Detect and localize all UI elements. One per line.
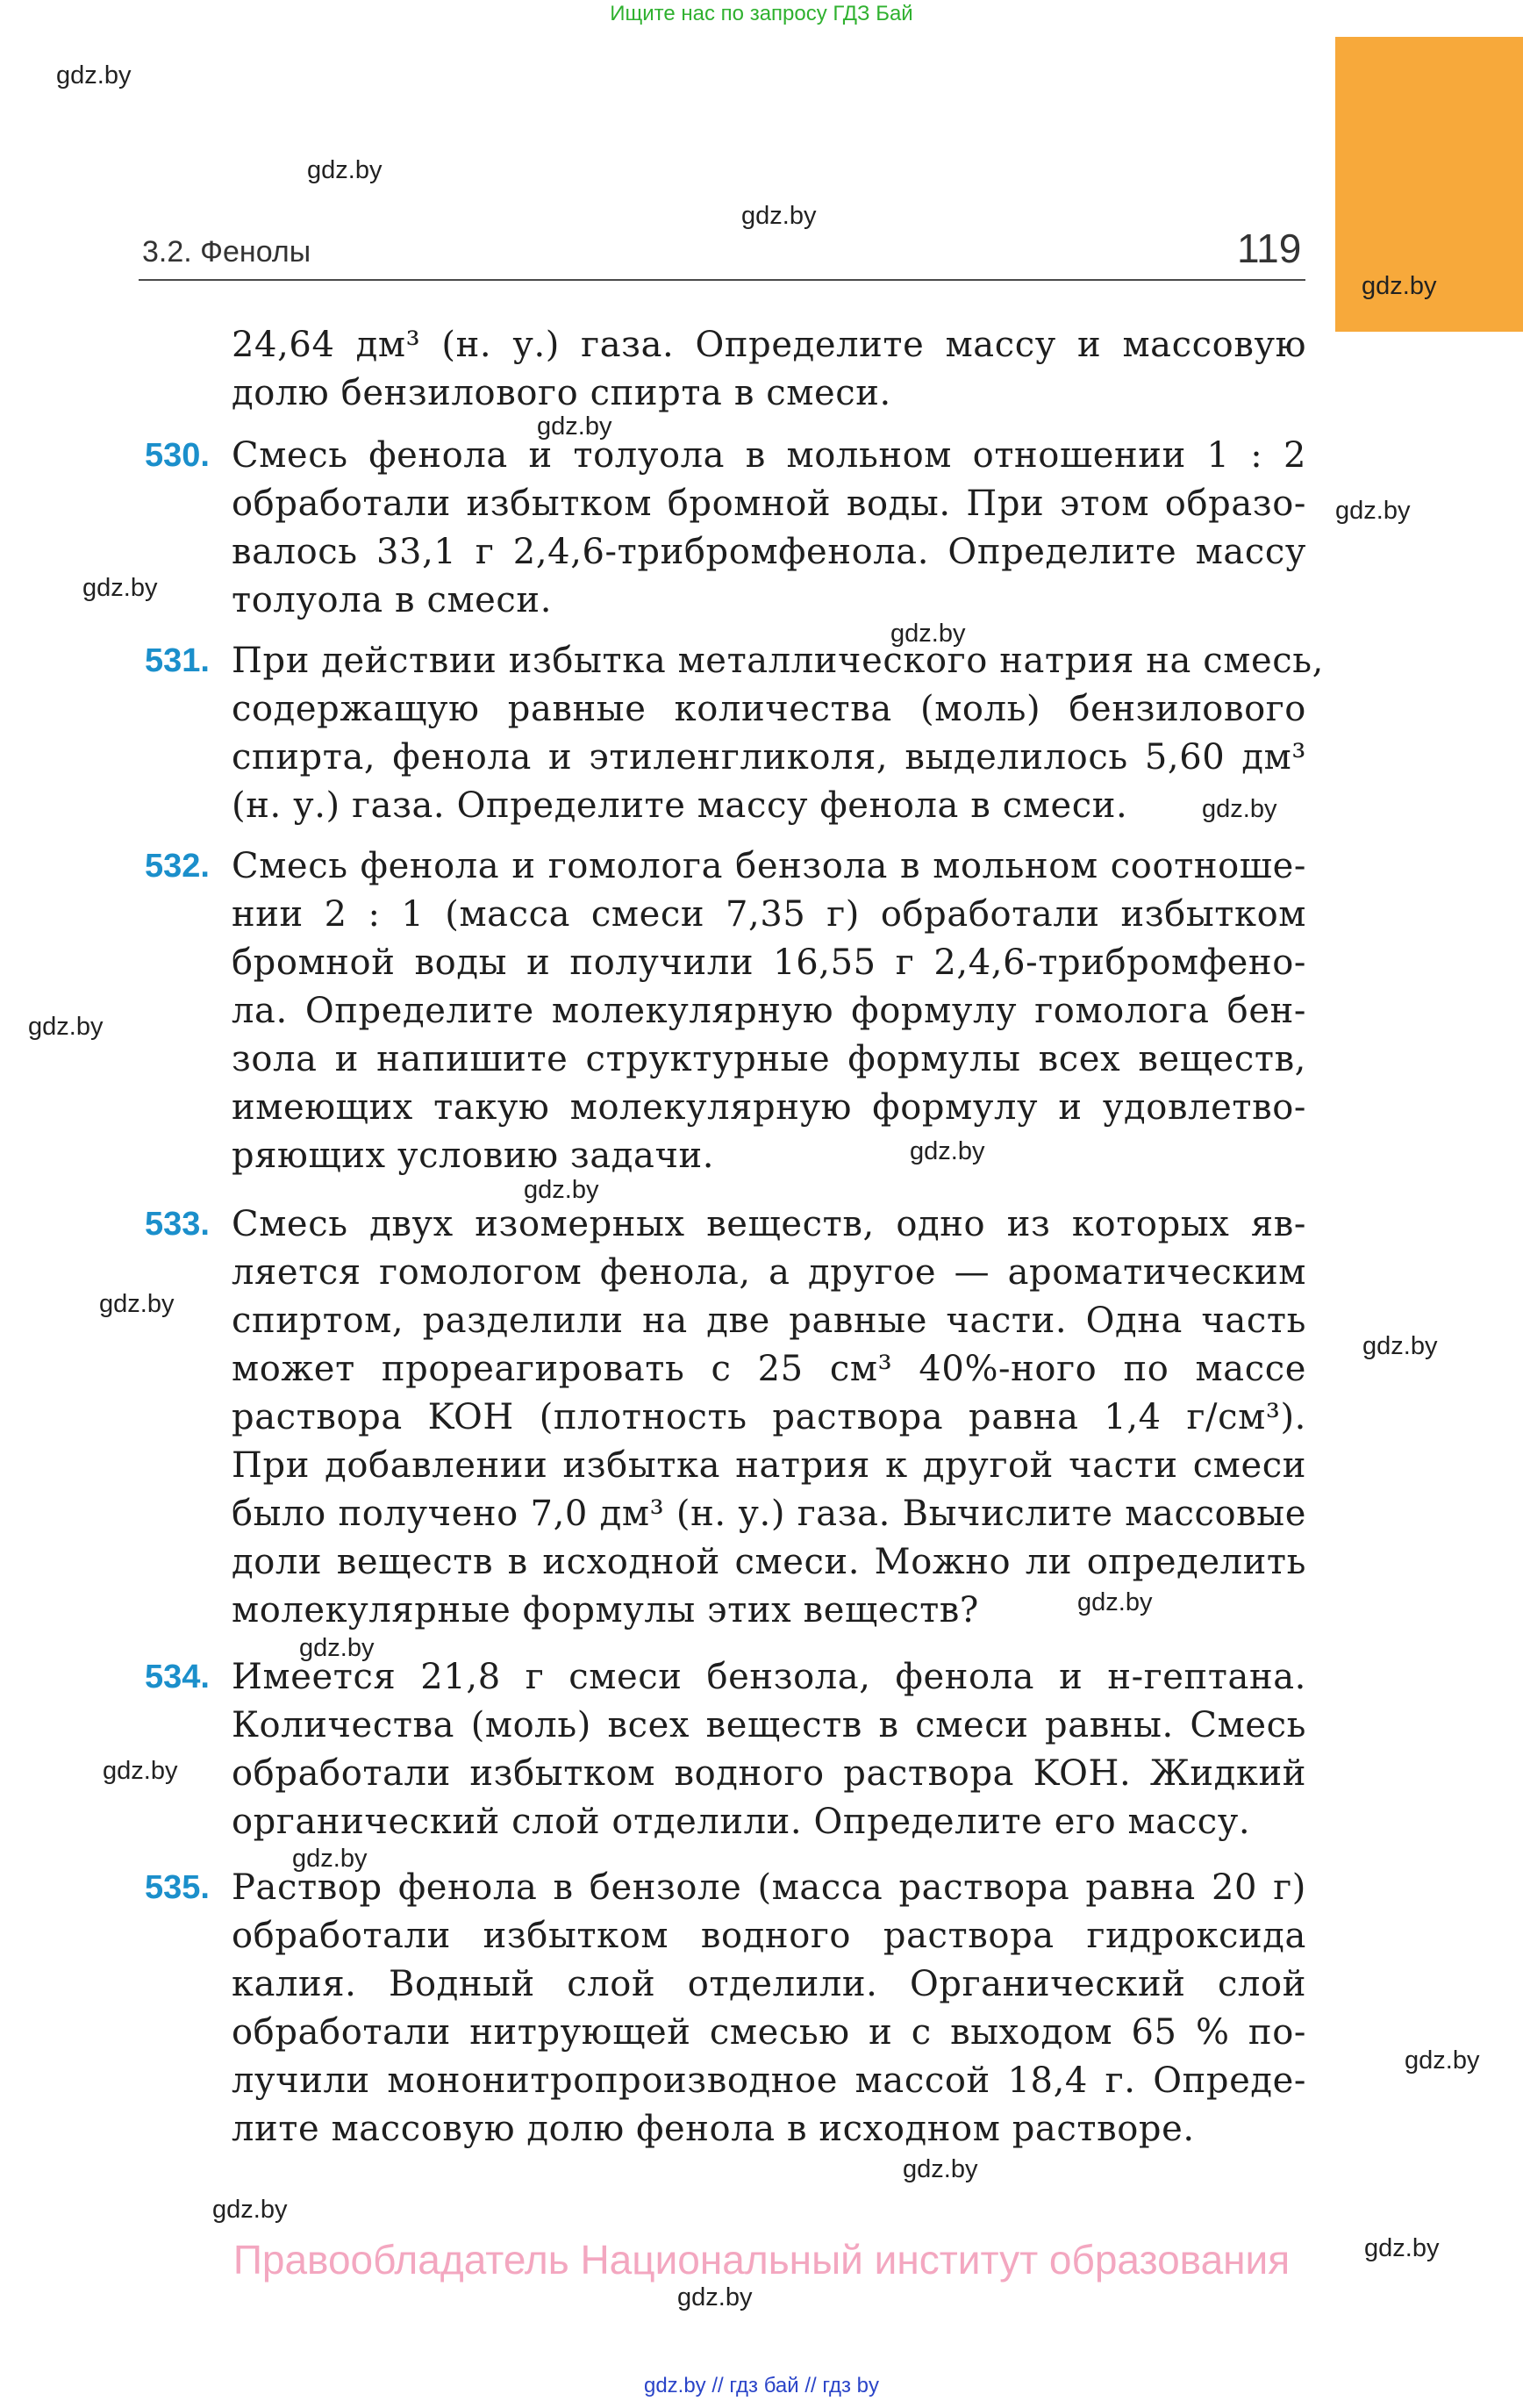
problem-number: 531. — [145, 642, 210, 679]
text-line: обработали избытком бромной воды. При этом образо- — [232, 484, 1306, 524]
text-line: При добавлении избытка натрия к другой части смеси — [232, 1445, 1306, 1486]
text-line: может прореагировать с 25 см³ 40%-ного по массе — [232, 1349, 1306, 1389]
watermark: gdz.by — [299, 1634, 375, 1662]
text-line: При действии избытка металлического натрия на смесь, — [232, 641, 1324, 681]
text-line: Раствор фенола в бензоле (масса раствора равна 20 г) — [232, 1867, 1306, 1908]
watermark: gdz.by — [1364, 2234, 1440, 2262]
text-line: содержащую равные количества (моль) бензилового — [232, 689, 1306, 729]
text-line: ряющих условию задачи. — [232, 1136, 715, 1176]
text-line: лите массовую долю фенола в исходном растворе. — [232, 2109, 1195, 2149]
problem-number: 533. — [145, 1206, 210, 1243]
problem-text — [232, 1864, 1306, 2154]
top-banner: Ищите нас по запросу ГДЗ Бай — [610, 2, 913, 25]
text-line: Смесь фенола и гомолога бензола в мольном соотноше- — [232, 846, 1306, 886]
problem-number: 532. — [145, 848, 210, 885]
text-line: было получено 7,0 дм³ (н. у.) газа. Вычислите массовые — [232, 1494, 1306, 1534]
watermark: gdz.by — [1405, 2046, 1480, 2075]
problem-number: 530. — [145, 437, 210, 474]
watermark: gdz.by — [677, 2283, 753, 2311]
text-line: обработали избытком водного раствора KOH. Жидкий — [232, 1753, 1306, 1794]
text-line: валось 33,1 г 2,4,6-трибромфенола. Определите массу — [232, 532, 1306, 572]
text-line: обработали избытком водного раствора гидроксида — [232, 1916, 1306, 1956]
text-line: зола и напишите структурные формулы всех веществ, — [232, 1039, 1306, 1079]
watermark: gdz.by — [903, 2155, 978, 2183]
problem-text — [232, 1653, 1306, 1846]
watermark: gdz.by — [99, 1290, 175, 1318]
text-line: спирта, фенола и этиленгликоля, выделилось 5,60 дм³ — [232, 737, 1306, 778]
watermark: gdz.by — [28, 1013, 104, 1041]
watermark: gdz.by — [292, 1845, 368, 1873]
problem-text — [232, 1200, 1306, 1635]
text-line: долю бензилового спирта в смеси. — [232, 373, 891, 413]
watermark: gdz.by — [56, 61, 132, 90]
problem-number: 535. — [145, 1869, 210, 1906]
problem-text — [232, 637, 1324, 830]
text-line: толуола в смеси. — [232, 580, 553, 620]
text-line: Имеется 21,8 г смеси бензола, фенола и н-гептана. — [232, 1657, 1306, 1697]
watermark: gdz.by — [910, 1137, 985, 1165]
header-divider — [139, 279, 1305, 281]
problem-text — [232, 432, 1306, 625]
watermark: gdz.by — [307, 156, 383, 184]
text-line: органический слой отделили. Определите его массу. — [232, 1802, 1251, 1842]
text-line: спиртом, разделили на две равные части. Одна часть — [232, 1301, 1306, 1341]
text-line: нии 2 : 1 (масса смеси 7,35 г) обработали избытком — [232, 894, 1306, 935]
text-line: имеющих такую молекулярную формулу и удовлетво- — [232, 1087, 1306, 1128]
text-line: 24,64 дм³ (н. у.) газа. Определите массу и массовую — [232, 325, 1306, 365]
watermark: gdz.by — [890, 620, 966, 648]
problem-text — [232, 842, 1306, 1180]
watermark: gdz.by — [1077, 1588, 1153, 1616]
watermark: gdz.by — [103, 1757, 178, 1785]
text-line: ляется гомологом фенола, а другое — ароматическим — [232, 1252, 1306, 1293]
watermark: gdz.by — [524, 1176, 599, 1204]
page-number: 119 — [1237, 226, 1302, 271]
watermark: gdz.by — [212, 2196, 288, 2224]
watermark: gdz.by — [1362, 272, 1437, 300]
footer-links[interactable]: gdz.by // гдз бай // гдз by — [643, 2374, 880, 2397]
text-line: раствора KOH (плотность раствора равна 1,4 г/см³). — [232, 1397, 1306, 1437]
text-line: бромной воды и получили 16,55 г 2,4,6-трибромфено- — [232, 942, 1306, 983]
watermark: gdz.by — [1202, 795, 1277, 823]
text-line: Смесь двух изомерных веществ, одно из которых яв- — [232, 1204, 1306, 1244]
text-line: калия. Водный слой отделили. Органический слой — [232, 1964, 1306, 2004]
section-title: 3.2. Фенолы — [142, 235, 311, 269]
watermark: gdz.by — [741, 202, 817, 230]
intro-text — [232, 321, 1306, 418]
problem-number: 534. — [145, 1659, 210, 1695]
text-line: Смесь фенола и толуола в мольном отношении 1 : 2 — [232, 435, 1306, 476]
watermark: gdz.by — [537, 412, 612, 441]
watermark: gdz.by — [1335, 497, 1411, 525]
text-line: Количества (моль) всех веществ в смеси равны. Смесь — [232, 1705, 1306, 1745]
text-line: доли веществ в исходной смеси. Можно ли определить — [232, 1542, 1306, 1582]
watermark: gdz.by — [82, 574, 158, 602]
text-line: обработали нитрующей смесью и с выходом 65 % по- — [232, 2012, 1306, 2053]
text-line: молекулярные формулы этих веществ? — [232, 1590, 979, 1630]
text-line: лучили мононитропроизводное массой 18,4 г. Опреде- — [232, 2060, 1306, 2101]
watermark: gdz.by — [1362, 1332, 1438, 1360]
text-line: (н. у.) газа. Определите массу фенола в смеси. — [232, 785, 1128, 826]
copyright-notice: Правообладатель Национальный институт образования — [232, 2237, 1291, 2283]
text-line: ла. Определите молекулярную формулу гомолога бен- — [232, 991, 1306, 1031]
